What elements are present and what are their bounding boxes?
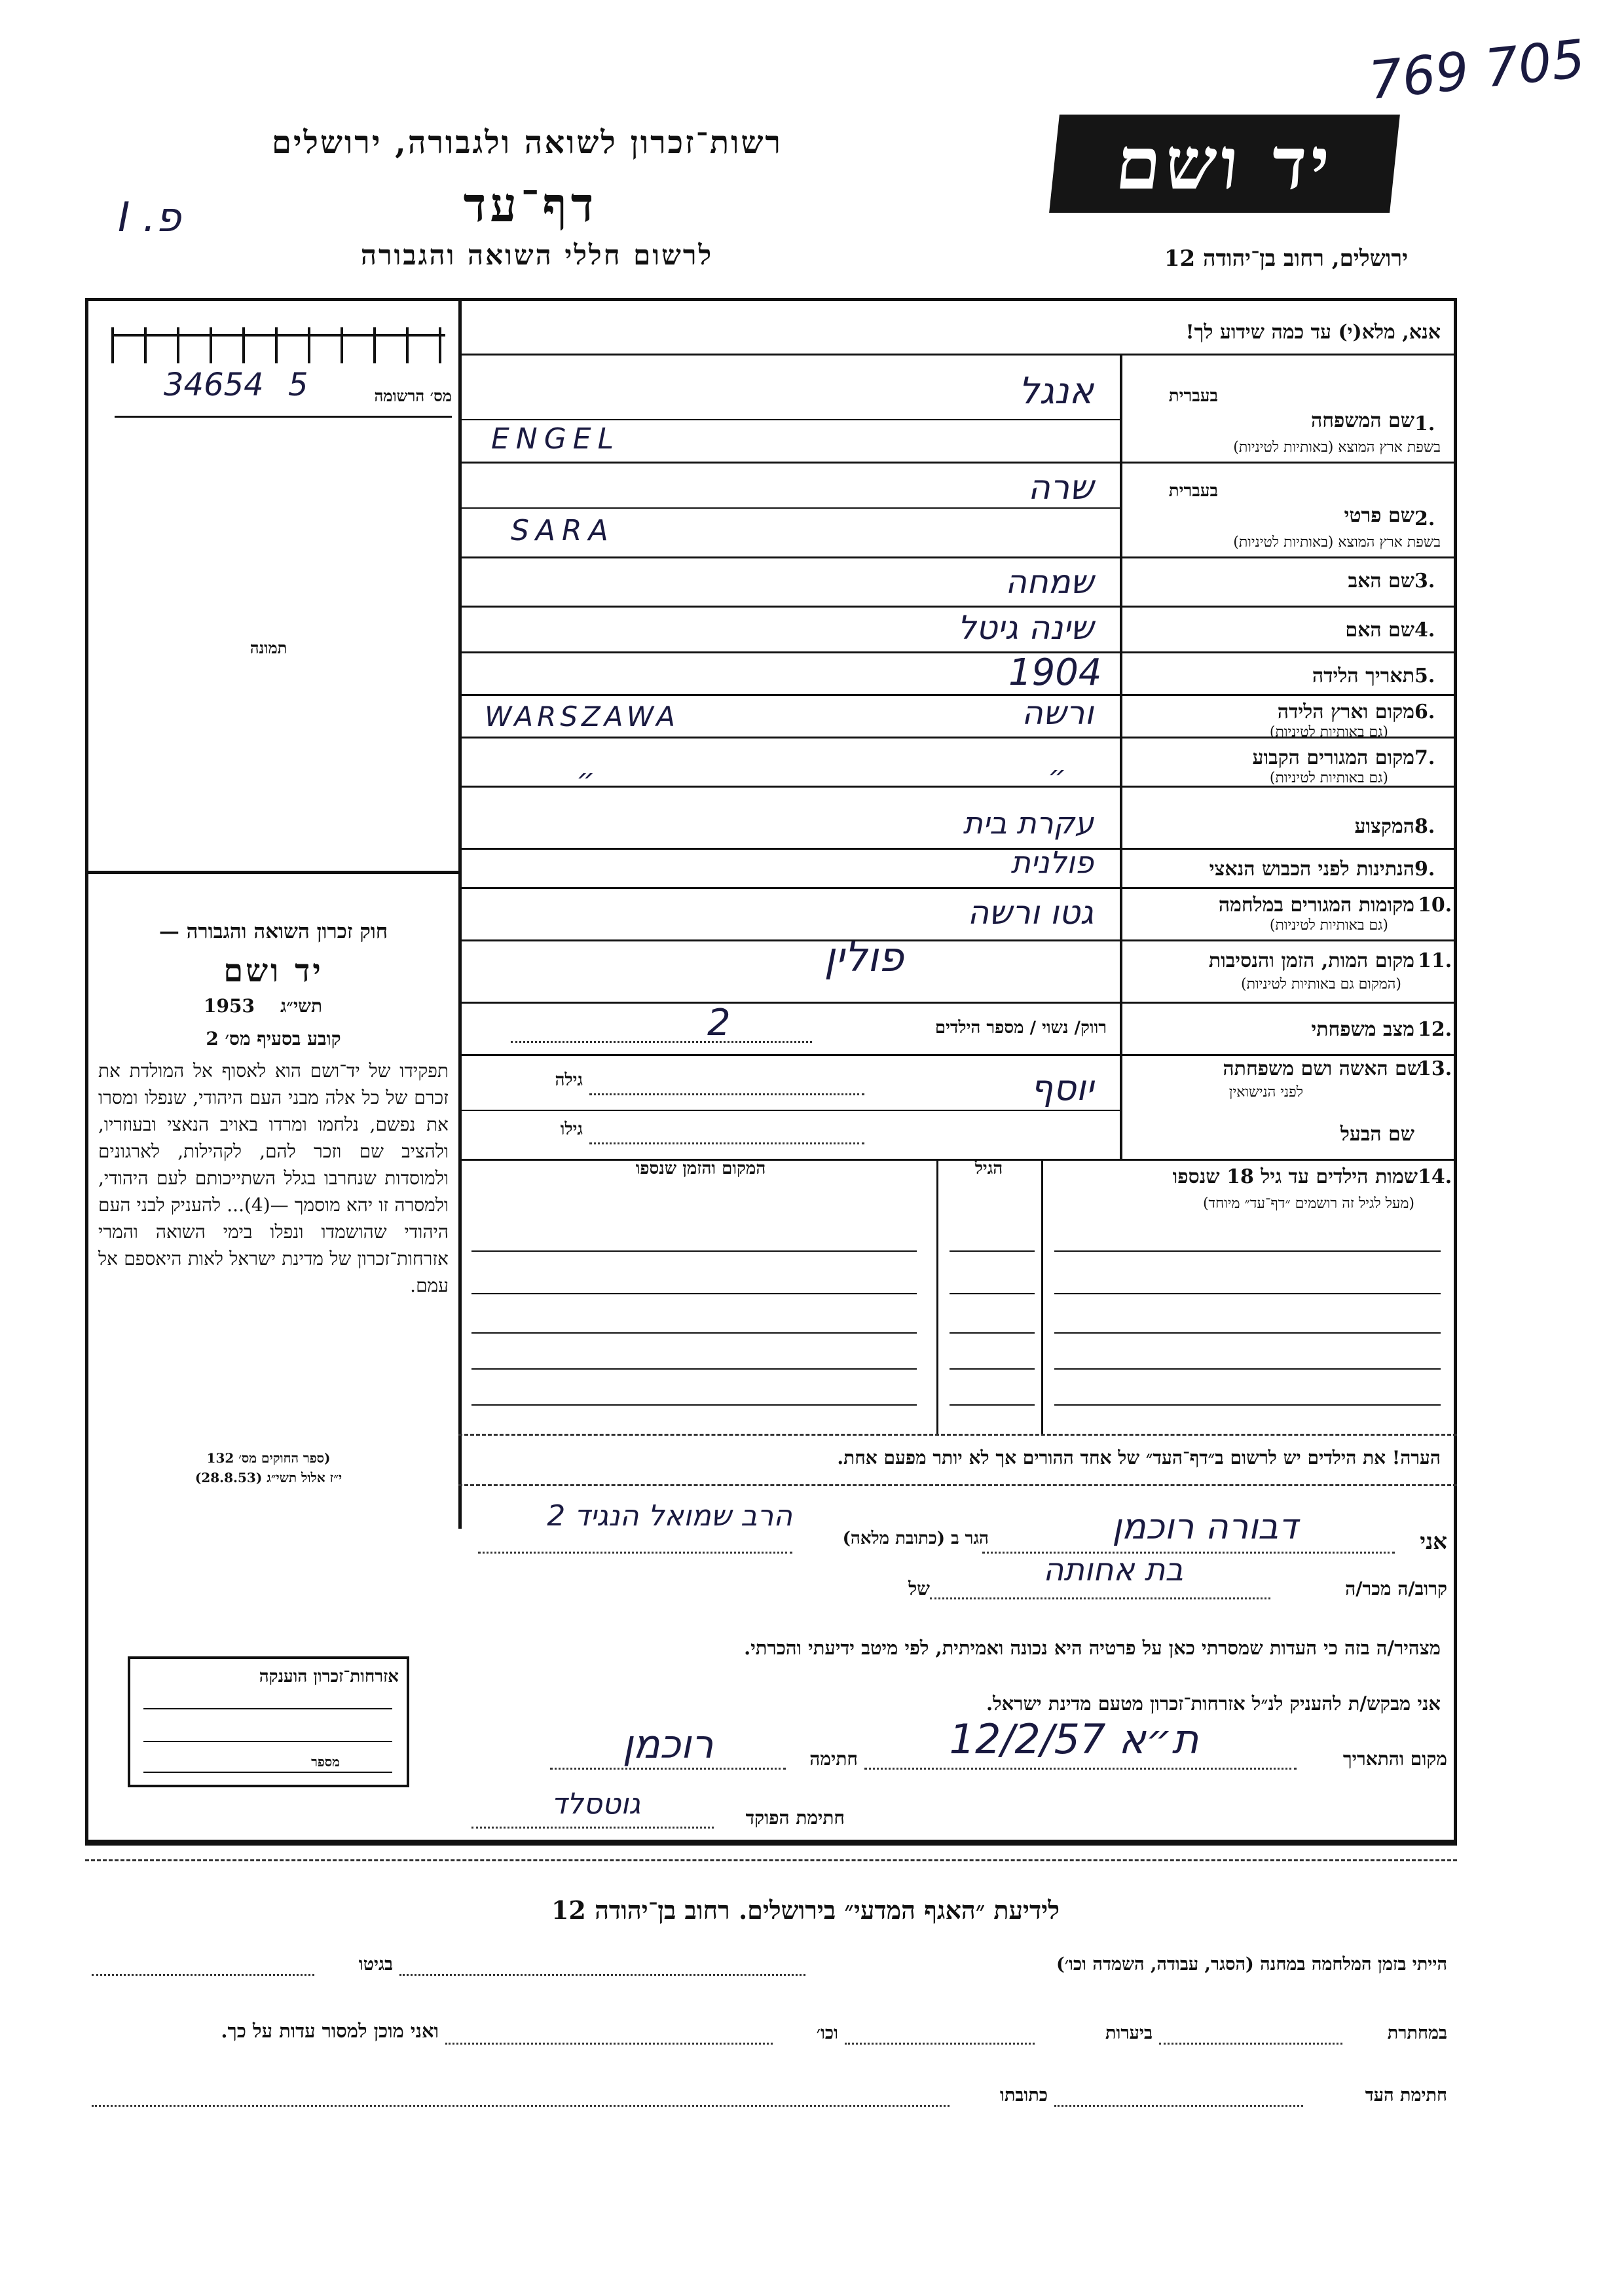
registry-number-value: 34654 <box>164 367 264 403</box>
field-residence-sub: (גם באותיות לטיניות) <box>1269 770 1388 786</box>
certificate-title: אזרחות־זכרון הוענקה <box>259 1667 399 1686</box>
spouse-name-value[interactable]: יוסף <box>1030 1067 1094 1108</box>
officer-signature-label: חתימת הפוקד <box>745 1807 845 1829</box>
field-family-name-heb-tag: בעברית <box>1168 386 1218 406</box>
bottom-etc-label: וכו׳ <box>816 2023 838 2043</box>
children-label: שמות הילדים עד גיל 18 שנספו <box>1172 1165 1418 1188</box>
field-birth-date-number: 5. <box>1414 665 1435 687</box>
field-mother-name-number: 4. <box>1414 619 1435 642</box>
field-birth-date-label: תאריך הלידה <box>1312 665 1414 687</box>
field-death-place-number: 11. <box>1418 949 1452 972</box>
note-text: הערה! את הילדים יש לרשום ב״דף־העד״ של אחד ההורים אך לא יותר מפעם אחת. <box>837 1447 1441 1468</box>
law-source: (ספר החוקים מס׳ 132 <box>206 1450 331 1466</box>
bottom-underground-label: במחתרת <box>1387 2023 1447 2043</box>
witness-signature-label: חתימת העד <box>1365 2085 1447 2105</box>
field-occupation-label: המקצוע <box>1354 815 1414 838</box>
declarant-ani-label: אני <box>1420 1529 1447 1555</box>
relation-value[interactable]: בת אחותה <box>1043 1552 1183 1588</box>
field-family-name-label: שם המשפחה <box>1310 409 1414 432</box>
residence-hebrew-value[interactable]: ״ <box>1048 759 1067 793</box>
death-place-value[interactable]: פולין <box>824 933 904 981</box>
marital-status-options: רווק/ נשוי / מספר הילדים <box>934 1018 1107 1038</box>
field-death-place-sub: (המקום גם באותיות לטיניות) <box>1241 976 1401 993</box>
field-wife-name-number: 13. <box>1418 1057 1452 1080</box>
field-father-name-label: שם האב <box>1348 570 1414 592</box>
children-col-age: הגיל <box>974 1159 1003 1178</box>
field-mother-name-label: שם האם <box>1345 619 1414 642</box>
declarant-lives-at-label: הגר ב (כתובת מלאה) <box>842 1529 989 1548</box>
bottom-testimony-statement: ואני מוכן למסור עדות על כך. <box>221 2020 439 2042</box>
signature-value[interactable]: רוכמן <box>622 1722 714 1768</box>
signature-label: חתימה <box>809 1748 858 1770</box>
field-nationality-number: 9. <box>1414 858 1435 881</box>
field-birthplace-sub: (גם באותיות לטיניות) <box>1269 724 1388 740</box>
field-first-name-label: שם פרטי <box>1344 504 1414 527</box>
field-death-place-label: מקום המות, הזמן והנסיבות <box>1208 949 1414 972</box>
birthplace-latin-value[interactable]: WARSZAWA <box>485 701 679 733</box>
husband-age-label: גילו <box>560 1120 583 1139</box>
law-clause: קובע בסעיף מס׳ 2 <box>206 1028 341 1049</box>
officer-signature-value[interactable]: גוטסלד <box>551 1787 641 1821</box>
field-first-name-sub: בשפת ארץ המוצא (באותיות לטיניות) <box>1233 534 1441 551</box>
yad-vashem-logo <box>1049 115 1400 213</box>
handwritten-mark: פ. I <box>118 193 181 241</box>
bottom-forests-label: ביערות <box>1105 2023 1153 2043</box>
field-nationality-label: הנתינות לפני הכבוש הנאצי <box>1209 858 1414 881</box>
nationality-value[interactable]: פולנית <box>1010 845 1094 880</box>
wife-age-label: גילה <box>555 1070 583 1090</box>
declarant-address-value[interactable]: הרב שמואל הנגיד 2 <box>547 1499 792 1533</box>
mother-name-value[interactable]: שינה גיטל <box>957 609 1094 647</box>
field-occupation-number: 8. <box>1414 815 1435 838</box>
field-wartime-residence-label: מקומות המגורים במלחמה <box>1218 894 1414 917</box>
family-name-latin-value[interactable]: ENGEL <box>491 422 621 456</box>
law-body: תפקידו של יד־ושם הוא לאסוף אל המולדת את זכרם של כל אלה מבני העם היהודי, שנפלו ומסרו את נפשם, נלחמו ומרדו באויב הנאצי ובעוזריו, ולהציב שם וזכר להם, לקהילות, לארגונים ולמוסדות שנחרבו בגלל השתייכותם לעם היהודי, ולמסרה זו יהא מוסמך —(4)... להעניק לבני העם היהודי שהושמדו ונפלו בימי השואה והמרי אזרחות־זכרון של מדינת ישראל לאות היאספם אל עמם. <box>98 1060 449 1296</box>
birth-date-value[interactable]: 1904 <box>1008 651 1102 694</box>
certificate-box <box>128 1656 409 1787</box>
field-residence-number: 7. <box>1414 746 1435 769</box>
birthplace-hebrew-value[interactable]: ורשה <box>1022 694 1094 732</box>
law-name: יד ושם <box>223 953 323 989</box>
father-name-value[interactable]: שמחה <box>1005 563 1094 601</box>
field-residence-label: מקום המגורים הקבוע <box>1252 746 1414 769</box>
registry-tick-row <box>111 327 452 367</box>
field-family-name-number: 1. <box>1414 412 1435 435</box>
field-husband-name-label: שם הבעל <box>1340 1123 1414 1146</box>
occupation-value[interactable]: עקרת בית <box>963 805 1094 841</box>
relative-label: קרוב/ה מכר/ה <box>1345 1578 1447 1599</box>
of-label: של <box>908 1578 930 1599</box>
corner-reference-number: 769 705 <box>1366 27 1588 112</box>
registry-label: מס׳ הרשומה <box>374 386 452 405</box>
family-name-hebrew-value[interactable]: אנגל <box>1018 370 1094 412</box>
certificate-number-label: מספר <box>311 1754 340 1770</box>
children-number: 14. <box>1418 1165 1452 1188</box>
declarant-name-value[interactable]: דבורה רוכמן <box>1112 1506 1298 1547</box>
residence-latin-value[interactable]: ״ <box>576 763 595 796</box>
field-marital-status-number: 12. <box>1418 1018 1452 1041</box>
field-first-name-heb-tag: בעברית <box>1168 481 1218 501</box>
law-heading: חוק זכרון השואה והגבורה — <box>158 920 388 943</box>
field-wife-name-sub: לפני הנישואין <box>1228 1084 1303 1101</box>
bottom-line1-label: הייתי בזמן המלחמה במחנה (הסגר, עבודה, השמדה וכו׳) <box>1056 1954 1447 1975</box>
children-col-place: המקום והזמן שנספו <box>635 1159 766 1178</box>
field-birthplace-label: מקום וארץ הלידה <box>1277 701 1414 723</box>
photo-label: תמונה <box>249 638 287 657</box>
field-birthplace-number: 6. <box>1414 701 1435 723</box>
law-source-date: י״ז אלול תשי״ג (28.8.53) <box>194 1470 342 1485</box>
bottom-title: לידיעת ״האגף המדעי״ בירושלים. רחוב בן־יהודה 12 <box>551 1895 1060 1925</box>
address: ירושלים, רחוב בן־יהודה 12 <box>1164 246 1408 272</box>
field-wartime-residence-number: 10. <box>1418 894 1452 917</box>
children-sub: (מעל לגיל זה רושמים ״דף־עד״ מיוחד) <box>1202 1195 1414 1212</box>
request-text: אני מבקש/ת להעניק לנ״ל אזרחות־זכרון מטעם מדינת ישראל. <box>986 1692 1441 1715</box>
law-year: 1953 <box>204 995 255 1017</box>
field-family-name-sub: בשפת ארץ המוצא (באותיות לטיניות) <box>1233 439 1441 456</box>
field-marital-status-label: מצב משפחתי <box>1311 1018 1414 1041</box>
form-title: דף־עד <box>463 177 598 232</box>
wartime-residence-value[interactable]: גטו ורשה <box>967 894 1094 932</box>
bottom-line1-end: בגיטו <box>358 1954 393 1975</box>
declaration-text: מצהיר/ה בזה כי העדות שמסרתי כאן על פרטיה היא נכונה ואמיתית, לפי מיטב ידיעתי והכרתי. <box>744 1637 1441 1659</box>
field-wartime-residence-sub: (גם באותיות לטיניות) <box>1269 917 1388 934</box>
form-subtitle: לרשום חללי השואה והגבורה <box>360 239 714 271</box>
field-first-name-number: 2. <box>1414 507 1435 530</box>
field-wife-name-label: שם האשה ושם משפחתה <box>1223 1057 1421 1080</box>
intro-text: אנא, מלא(י) עד כמה שידוע לך! <box>1185 321 1441 344</box>
children-count-value[interactable]: 2 <box>707 1002 731 1044</box>
institution-name: רשות־זכרון לשואה ולגבורה, ירושלים <box>271 124 783 161</box>
law-year-heb: תשי״ג <box>280 995 323 1017</box>
witness-address-label: כתובתו <box>1000 2085 1048 2105</box>
first-name-latin-value[interactable]: SARA <box>511 514 615 547</box>
registry-prefix: 5 <box>288 367 308 403</box>
logo-text: יד ושם <box>1111 121 1338 206</box>
place-date-label: מקום והתאריך <box>1342 1748 1447 1770</box>
first-name-hebrew-value[interactable]: שרה <box>1027 468 1094 507</box>
place-date-value[interactable]: ת״א 12/2/57 <box>949 1715 1199 1763</box>
field-father-name-number: 3. <box>1414 570 1435 592</box>
